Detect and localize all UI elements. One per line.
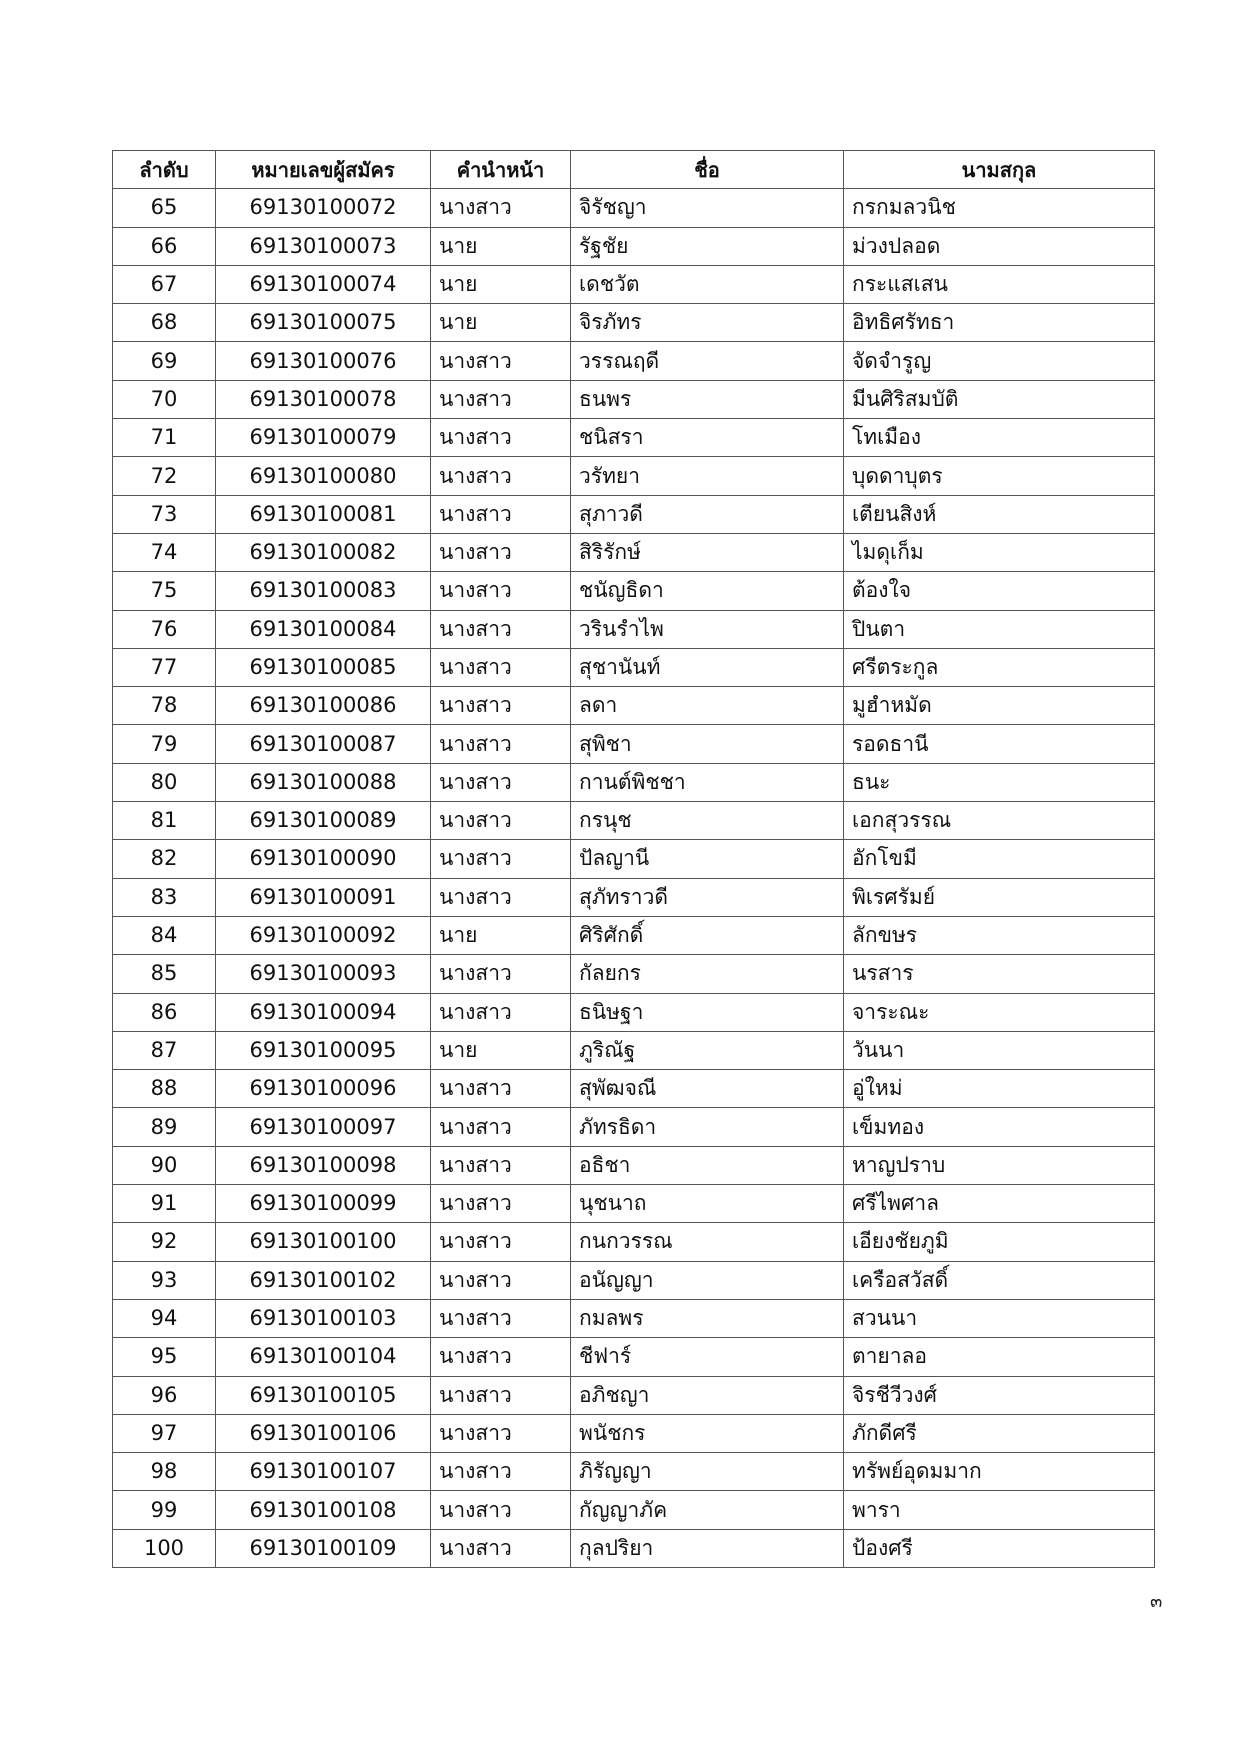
last-name-cell: โทเมือง <box>844 419 1155 457</box>
last-name-cell: อู่ใหม่ <box>844 1070 1155 1108</box>
applicant-id-cell: 69130100109 <box>216 1529 431 1567</box>
first-name-cell: กมลพร <box>571 1299 844 1337</box>
prefix-cell: นางสาว <box>431 840 571 878</box>
applicant-table <box>112 150 1155 1568</box>
applicant-id-cell: 69130100102 <box>216 1261 431 1299</box>
first-name-cell: วรรณฤดี <box>571 342 844 380</box>
order-cell: 66 <box>113 227 216 265</box>
last-name-cell: ปินตา <box>844 610 1155 648</box>
last-name-cell: พิเรศรัมย์ <box>844 878 1155 916</box>
last-name-cell: ไมดุเก็ม <box>844 533 1155 571</box>
last-name-cell: กระแสเสน <box>844 265 1155 303</box>
first-name-cell: สุภัทราวดี <box>571 878 844 916</box>
first-name-cell: สุพิชา <box>571 725 844 763</box>
table-row <box>113 304 1155 342</box>
last-name-cell: หาญปราบ <box>844 1146 1155 1184</box>
order-cell: 95 <box>113 1338 216 1376</box>
applicant-id-cell: 69130100091 <box>216 878 431 916</box>
first-name-cell: ธนพร <box>571 380 844 418</box>
prefix-cell: นาย <box>431 227 571 265</box>
order-cell: 72 <box>113 457 216 495</box>
table-row <box>113 342 1155 380</box>
order-cell: 94 <box>113 1299 216 1337</box>
order-cell: 78 <box>113 687 216 725</box>
header-last-name: นามสกุล <box>844 151 1155 189</box>
applicant-id-cell: 69130100074 <box>216 265 431 303</box>
applicant-id-cell: 69130100096 <box>216 1070 431 1108</box>
order-cell: 82 <box>113 840 216 878</box>
prefix-cell: นางสาว <box>431 1453 571 1491</box>
last-name-cell: นรสาร <box>844 955 1155 993</box>
prefix-cell: นางสาว <box>431 1185 571 1223</box>
prefix-cell: นางสาว <box>431 878 571 916</box>
last-name-cell: มีนศิริสมบัติ <box>844 380 1155 418</box>
last-name-cell: วันนา <box>844 1031 1155 1069</box>
last-name-cell: ภักดีศรี <box>844 1414 1155 1452</box>
first-name-cell: วรินรำไพ <box>571 610 844 648</box>
table-row <box>113 648 1155 686</box>
first-name-cell: สุภาวดี <box>571 495 844 533</box>
order-cell: 71 <box>113 419 216 457</box>
applicant-id-cell: 69130100092 <box>216 916 431 954</box>
prefix-cell: นางสาว <box>431 1070 571 1108</box>
first-name-cell: นุชนาถ <box>571 1185 844 1223</box>
prefix-cell: นางสาว <box>431 1108 571 1146</box>
prefix-cell: นางสาว <box>431 725 571 763</box>
first-name-cell: อภิชญา <box>571 1376 844 1414</box>
applicant-id-cell: 69130100072 <box>216 189 431 227</box>
order-cell: 97 <box>113 1414 216 1452</box>
table-row <box>113 457 1155 495</box>
applicant-id-cell: 69130100103 <box>216 1299 431 1337</box>
first-name-cell: ชีฟาร์ <box>571 1338 844 1376</box>
applicant-id-cell: 69130100073 <box>216 227 431 265</box>
table-row <box>113 1529 1155 1567</box>
prefix-cell: นางสาว <box>431 342 571 380</box>
order-cell: 90 <box>113 1146 216 1184</box>
table-row <box>113 878 1155 916</box>
applicant-id-cell: 69130100080 <box>216 457 431 495</box>
applicant-id-cell: 69130100090 <box>216 840 431 878</box>
prefix-cell: นางสาว <box>431 1491 571 1529</box>
header-order: ลำดับ <box>113 151 216 189</box>
applicant-id-cell: 69130100093 <box>216 955 431 993</box>
applicant-id-cell: 69130100082 <box>216 533 431 571</box>
table-row <box>113 725 1155 763</box>
table-row <box>113 1146 1155 1184</box>
first-name-cell: สุชานันท์ <box>571 648 844 686</box>
first-name-cell: ชนิสรา <box>571 419 844 457</box>
table-row <box>113 1223 1155 1261</box>
prefix-cell: นางสาว <box>431 380 571 418</box>
last-name-cell: ป้องศรี <box>844 1529 1155 1567</box>
last-name-cell: ธนะ <box>844 763 1155 801</box>
first-name-cell: สุพัฒจณี <box>571 1070 844 1108</box>
prefix-cell: นางสาว <box>431 1338 571 1376</box>
last-name-cell: เครือสวัสดิ์ <box>844 1261 1155 1299</box>
order-cell: 83 <box>113 878 216 916</box>
last-name-cell: มูฮำหมัด <box>844 687 1155 725</box>
first-name-cell: อธิชา <box>571 1146 844 1184</box>
prefix-cell: นางสาว <box>431 687 571 725</box>
prefix-cell: นางสาว <box>431 495 571 533</box>
table-row <box>113 610 1155 648</box>
table-row <box>113 1491 1155 1529</box>
order-cell: 93 <box>113 1261 216 1299</box>
table-body <box>113 189 1155 1568</box>
order-cell: 74 <box>113 533 216 571</box>
table-row <box>113 993 1155 1031</box>
applicant-id-cell: 69130100085 <box>216 648 431 686</box>
applicant-id-cell: 69130100106 <box>216 1414 431 1452</box>
table-row <box>113 189 1155 227</box>
table-row <box>113 1299 1155 1337</box>
last-name-cell: ม่วงปลอด <box>844 227 1155 265</box>
last-name-cell: จิรชีวีวงศ์ <box>844 1376 1155 1414</box>
order-cell: 89 <box>113 1108 216 1146</box>
applicant-id-cell: 69130100081 <box>216 495 431 533</box>
table-header-row <box>113 151 1155 189</box>
first-name-cell: ชนัญธิดา <box>571 572 844 610</box>
order-cell: 80 <box>113 763 216 801</box>
table-row <box>113 1453 1155 1491</box>
applicant-id-cell: 69130100086 <box>216 687 431 725</box>
order-cell: 67 <box>113 265 216 303</box>
applicant-id-cell: 69130100100 <box>216 1223 431 1261</box>
applicant-id-cell: 69130100088 <box>216 763 431 801</box>
first-name-cell: ภูริณัฐ <box>571 1031 844 1069</box>
prefix-cell: นางสาว <box>431 1146 571 1184</box>
order-cell: 69 <box>113 342 216 380</box>
order-cell: 81 <box>113 802 216 840</box>
applicant-id-cell: 69130100095 <box>216 1031 431 1069</box>
applicant-id-cell: 69130100105 <box>216 1376 431 1414</box>
first-name-cell: กนกวรรณ <box>571 1223 844 1261</box>
prefix-cell: นาย <box>431 304 571 342</box>
prefix-cell: นางสาว <box>431 610 571 648</box>
prefix-cell: นางสาว <box>431 955 571 993</box>
last-name-cell: บุดดาบุตร <box>844 457 1155 495</box>
order-cell: 92 <box>113 1223 216 1261</box>
first-name-cell: สิริรักษ์ <box>571 533 844 571</box>
table-row <box>113 380 1155 418</box>
applicant-id-cell: 69130100099 <box>216 1185 431 1223</box>
order-cell: 77 <box>113 648 216 686</box>
table-row <box>113 572 1155 610</box>
table-row <box>113 687 1155 725</box>
prefix-cell: นางสาว <box>431 802 571 840</box>
order-cell: 87 <box>113 1031 216 1069</box>
prefix-cell: นางสาว <box>431 993 571 1031</box>
order-cell: 79 <box>113 725 216 763</box>
order-cell: 98 <box>113 1453 216 1491</box>
table-row <box>113 1031 1155 1069</box>
table-row <box>113 763 1155 801</box>
table-row <box>113 419 1155 457</box>
applicant-id-cell: 69130100107 <box>216 1453 431 1491</box>
last-name-cell: เอียงชัยภูมิ <box>844 1223 1155 1261</box>
prefix-cell: นางสาว <box>431 1261 571 1299</box>
applicant-id-cell: 69130100083 <box>216 572 431 610</box>
order-cell: 88 <box>113 1070 216 1108</box>
last-name-cell: ลักขษร <box>844 916 1155 954</box>
last-name-cell: เอกสุวรรณ <box>844 802 1155 840</box>
first-name-cell: พนัชกร <box>571 1414 844 1452</box>
first-name-cell: กุลปริยา <box>571 1529 844 1567</box>
prefix-cell: นางสาว <box>431 1529 571 1567</box>
first-name-cell: ศิริศักดิ์ <box>571 916 844 954</box>
last-name-cell: เตียนสิงห์ <box>844 495 1155 533</box>
prefix-cell: นาย <box>431 916 571 954</box>
first-name-cell: ธนิษฐา <box>571 993 844 1031</box>
last-name-cell: อิทธิศรัทธา <box>844 304 1155 342</box>
order-cell: 76 <box>113 610 216 648</box>
last-name-cell: สวนนา <box>844 1299 1155 1337</box>
order-cell: 73 <box>113 495 216 533</box>
table-row <box>113 955 1155 993</box>
order-cell: 75 <box>113 572 216 610</box>
table-row <box>113 1338 1155 1376</box>
table-row <box>113 1185 1155 1223</box>
last-name-cell: รอดธานี <box>844 725 1155 763</box>
first-name-cell: กัญญาภัค <box>571 1491 844 1529</box>
prefix-cell: นางสาว <box>431 533 571 571</box>
applicant-id-cell: 69130100084 <box>216 610 431 648</box>
first-name-cell: ภัทรธิดา <box>571 1108 844 1146</box>
first-name-cell: ปัลญานี <box>571 840 844 878</box>
last-name-cell: ตายาลอ <box>844 1338 1155 1376</box>
order-cell: 86 <box>113 993 216 1031</box>
table-row <box>113 840 1155 878</box>
order-cell: 99 <box>113 1491 216 1529</box>
page-number: ๓ <box>1150 1591 1163 1612</box>
applicant-id-cell: 69130100089 <box>216 802 431 840</box>
applicant-id-cell: 69130100094 <box>216 993 431 1031</box>
order-cell: 68 <box>113 304 216 342</box>
applicant-id-cell: 69130100098 <box>216 1146 431 1184</box>
prefix-cell: นางสาว <box>431 648 571 686</box>
prefix-cell: นางสาว <box>431 457 571 495</box>
applicant-id-cell: 69130100108 <box>216 1491 431 1529</box>
first-name-cell: รัฐชัย <box>571 227 844 265</box>
prefix-cell: นางสาว <box>431 763 571 801</box>
header-first-name: ชื่อ <box>571 151 844 189</box>
last-name-cell: ศรีไพศาล <box>844 1185 1155 1223</box>
first-name-cell: จิรัชญา <box>571 189 844 227</box>
first-name-cell: กรนุช <box>571 802 844 840</box>
last-name-cell: พารา <box>844 1491 1155 1529</box>
last-name-cell: อักโขมี <box>844 840 1155 878</box>
prefix-cell: นางสาว <box>431 1299 571 1337</box>
first-name-cell: กัลยกร <box>571 955 844 993</box>
first-name-cell: ลดา <box>571 687 844 725</box>
last-name-cell: ต้องใจ <box>844 572 1155 610</box>
prefix-cell: นางสาว <box>431 572 571 610</box>
first-name-cell: ภิรัญญา <box>571 1453 844 1491</box>
first-name-cell: กานต์พิชชา <box>571 763 844 801</box>
table-row <box>113 533 1155 571</box>
order-cell: 84 <box>113 916 216 954</box>
first-name-cell: อนัญญา <box>571 1261 844 1299</box>
table-row <box>113 1070 1155 1108</box>
header-applicant-id: หมายเลขผู้สมัคร <box>216 151 431 189</box>
first-name-cell: วรัทยา <box>571 457 844 495</box>
order-cell: 70 <box>113 380 216 418</box>
last-name-cell: เข็มทอง <box>844 1108 1155 1146</box>
table-row <box>113 1376 1155 1414</box>
applicant-id-cell: 69130100079 <box>216 419 431 457</box>
order-cell: 65 <box>113 189 216 227</box>
table-row <box>113 1414 1155 1452</box>
table-row <box>113 495 1155 533</box>
prefix-cell: นางสาว <box>431 1414 571 1452</box>
prefix-cell: นาย <box>431 1031 571 1069</box>
order-cell: 91 <box>113 1185 216 1223</box>
last-name-cell: จาระณะ <box>844 993 1155 1031</box>
applicant-id-cell: 69130100075 <box>216 304 431 342</box>
prefix-cell: นางสาว <box>431 419 571 457</box>
last-name-cell: กรกมลวนิช <box>844 189 1155 227</box>
table-row <box>113 916 1155 954</box>
table-row <box>113 265 1155 303</box>
table-row <box>113 1108 1155 1146</box>
prefix-cell: นางสาว <box>431 1376 571 1414</box>
applicant-id-cell: 69130100104 <box>216 1338 431 1376</box>
last-name-cell: ศรีตระกูล <box>844 648 1155 686</box>
first-name-cell: จิรภัทร <box>571 304 844 342</box>
applicant-id-cell: 69130100087 <box>216 725 431 763</box>
applicant-id-cell: 69130100078 <box>216 380 431 418</box>
first-name-cell: เดชวัต <box>571 265 844 303</box>
order-cell: 96 <box>113 1376 216 1414</box>
header-prefix: คำนำหน้า <box>431 151 571 189</box>
applicant-id-cell: 69130100097 <box>216 1108 431 1146</box>
table-row <box>113 1261 1155 1299</box>
order-cell: 85 <box>113 955 216 993</box>
last-name-cell: ทรัพย์อุดมมาก <box>844 1453 1155 1491</box>
prefix-cell: นาย <box>431 265 571 303</box>
table-row <box>113 802 1155 840</box>
prefix-cell: นางสาว <box>431 1223 571 1261</box>
prefix-cell: นางสาว <box>431 189 571 227</box>
table-row <box>113 227 1155 265</box>
order-cell: 100 <box>113 1529 216 1567</box>
last-name-cell: จัดจำรูญ <box>844 342 1155 380</box>
applicant-id-cell: 69130100076 <box>216 342 431 380</box>
